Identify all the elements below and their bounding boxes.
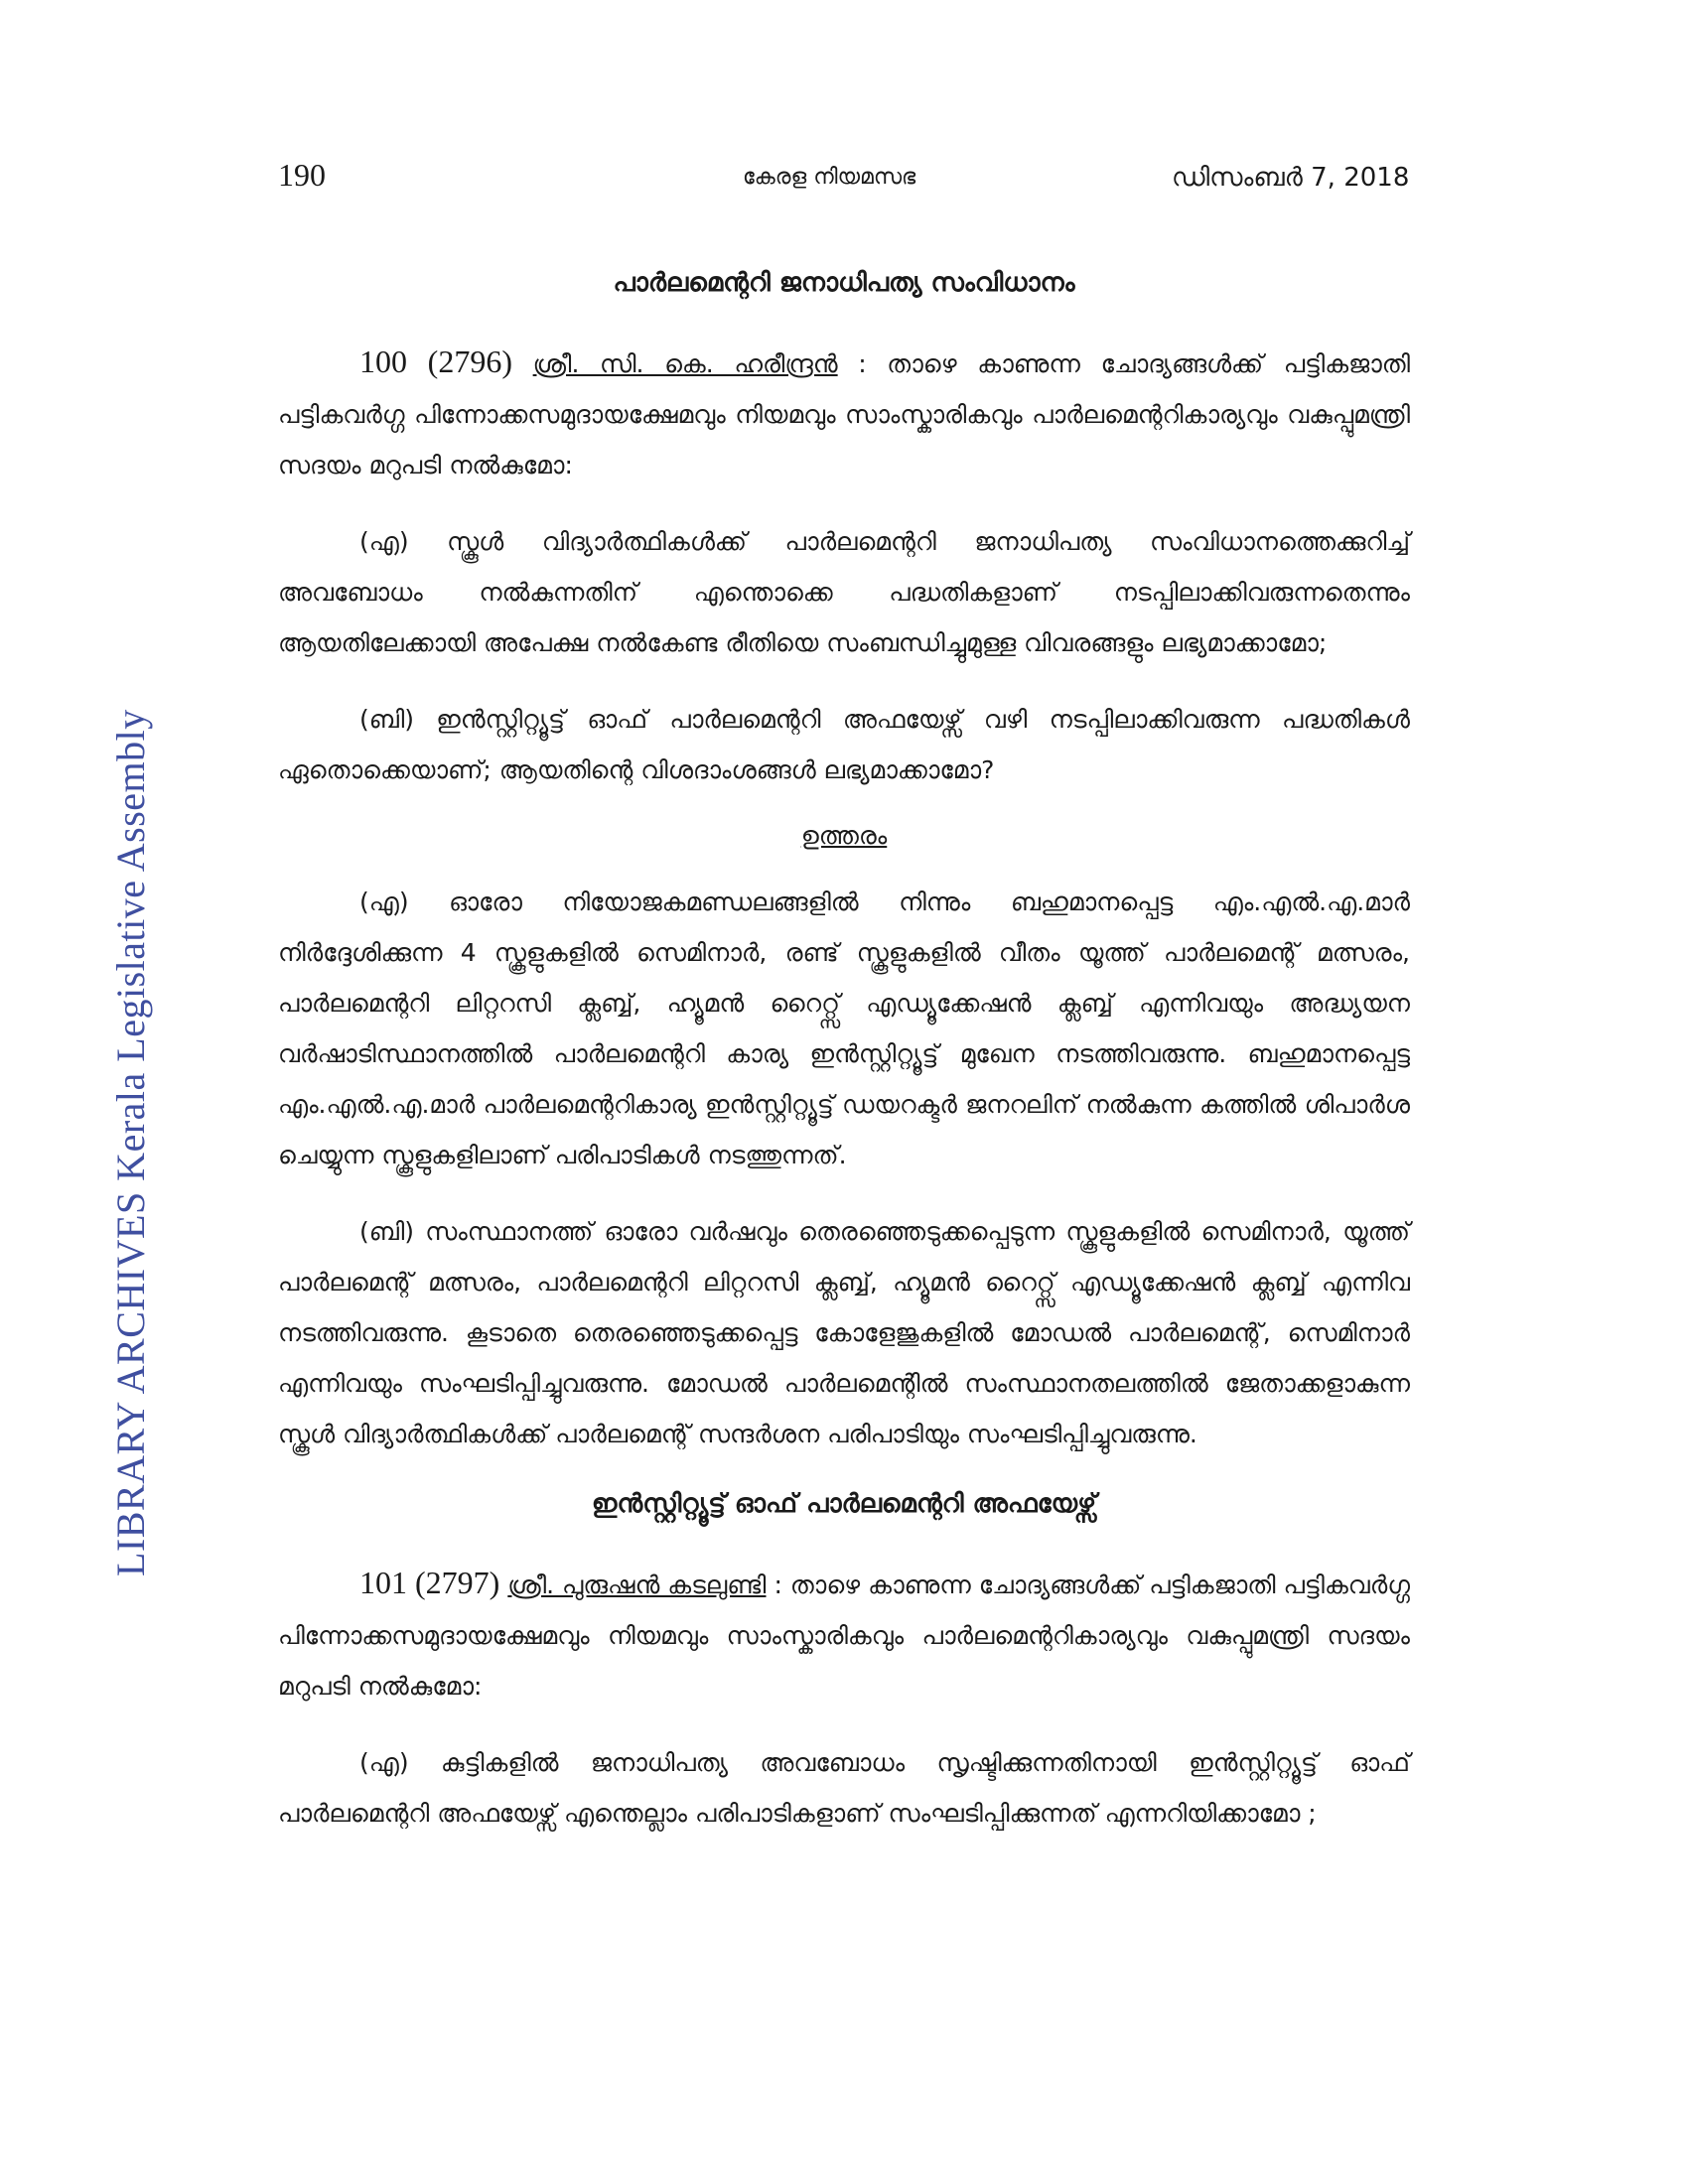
running-header-title: കേരള നിയമസഭ: [743, 165, 916, 190]
section-heading-2: ഇൻസ്റ്റിറ്റ്യൂട്ട് ഓഫ് പാർലമെന്ററി അഫയേഴ്സ്: [591, 1489, 1097, 1519]
question-2-part-a: (എ) കുട്ടികളിൽ ജനാധിപത്യ അവബോധം സൃഷ്ടിക്കുന്നതിനായി ഇൻസ്റ്റിറ്റ്യൂട്ട് ഓഫ് പാർലമെന്ററി അഫയേഴ്സ് എന്തെല്ലാം പരിപാടികളാണ് സംഘടിപ്പിക്കുന്നത് എന്നറിയിക്കാമോ ;: [278, 1748, 1410, 1828]
question-intro: [278, 337, 1410, 490]
member-name-2: ശ്രീ. പുരുഷൻ കടലുണ്ടി: [507, 1570, 767, 1599]
archive-watermark: LIBRARY ARCHIVES Kerala Legislative Assembly: [108, 709, 153, 1576]
question-intro-2: [278, 1558, 1410, 1711]
question-part-a: (എ) സ്കൂൾ വിദ്യാർത്ഥികൾക്ക് പാർലമെന്ററി ജനാധിപത്യ സംവിധാനത്തെക്കുറിച്ച് അവബോധം നൽകുന്നതിന് എന്തൊക്കെ പദ്ധതികളാണ് നടപ്പിലാക്കിവരുന്നതെന്നും ആയതിലേക്കായി അപേക്ഷ നൽകേണ്ട രീതിയെ സംബന്ധിച്ചുമുള്ള വിവരങ്ങളും ലഭ്യമാക്കാമോ;: [278, 527, 1410, 657]
page-number: 190: [278, 157, 326, 193]
member-name: ശ്രീ. സി. കെ. ഹരീന്ദ്രൻ: [532, 349, 838, 378]
question-number-2: 101 (2797): [359, 1565, 500, 1600]
question-part-b: (ബി) ഇൻസ്റ്റിറ്റ്യൂട്ട് ഓഫ് പാർലമെന്ററി അഫയേഴ്സ് വഴി നടപ്പിലാക്കിവരുന്ന പദ്ധതികൾ ഏതൊക്കെയാണ്; ആയതിന്റെ വിശദാംശങ്ങൾ ലഭ്യമാക്കാമോ?: [278, 705, 1410, 784]
question-intro-text-2: : താഴെ കാണുന്ന ചോദ്യങ്ങൾക്ക് പട്ടികജാതി പട്ടികവർഗ്ഗ പിന്നോക്കസമുദായക്ഷേമവും നിയമവും സാംസ്കാരികവും പാർലമെന്ററികാര്യവും വകുപ്പുമന്ത്രി സദയം മറുപടി നൽകുമോ:: [278, 1570, 1410, 1701]
question-number: 100 (2796): [359, 343, 512, 379]
answer-heading: ഉത്തരം: [800, 821, 888, 850]
document-body: [278, 268, 1410, 1864]
running-header-date: ഡിസംബർ 7, 2018: [1172, 163, 1410, 193]
section-heading: പാർലമെന്ററി ജനാധിപത്യ സംവിധാനം: [613, 268, 1075, 298]
answer-part-a: (എ) ഓരോ നിയോജകമണ്ഡലങ്ങളിൽ നിന്നും ബഹുമാനപ്പെട്ട എം.എൽ.എ.മാർ നിർദ്ദേശിക്കുന്ന 4 സ്കൂളുകളിൽ സെമിനാർ, രണ്ട് സ്കൂളുകളിൽ വീതം യൂത്ത് പാർലമെന്റ് മത്സരം, പാർലമെന്ററി ലിറ്ററസി ക്ലബ്ബ്, ഹ്യൂമൻ റൈറ്റ്സ് എഡ്യൂക്കേഷൻ ക്ലബ്ബ് എന്നിവയും അദ്ധ്യയന വർഷാടിസ്ഥാനത്തിൽ പാർലമെന്ററി കാര്യ ഇൻസ്റ്റിറ്റ്യൂട്ട് മുഖേന നടത്തിവരുന്നു. ബഹുമാനപ്പെട്ട എം.എൽ.എ.മാർ പാർലമെന്ററികാര്യ ഇൻസ്റ്റിറ്റ്യൂട്ട് ഡയറക്ടർ ജനറലിന് നൽകുന്ന കത്തിൽ ശിപാർശ ചെയ്യുന്ന സ്കൂളുകളിലാണ് പരിപാടികൾ നടത്തുന്നത്.: [278, 887, 1410, 1169]
answer-part-b: (ബി) സംസ്ഥാനത്ത് ഓരോ വർഷവും തെരഞ്ഞെടുക്കപ്പെടുന്ന സ്കൂളുകളിൽ സെമിനാർ, യൂത്ത് പാർലമെന്റ് മത്സരം, പാർലമെന്ററി ലിറ്ററസി ക്ലബ്ബ്, ഹ്യൂമൻ റൈറ്റ്സ് എഡ്യൂക്കേഷൻ ക്ലബ്ബ് എന്നിവ നടത്തിവരുന്നു. കൂടാതെ തെരഞ്ഞെടുക്കപ്പെട്ട കോളേജുകളിൽ മോഡൽ പാർലമെന്റ്, സെമിനാർ എന്നിവയും സംഘടിപ്പിച്ചുവരുന്നു. മോഡൽ പാർലമെന്റിൽ സംസ്ഥാനതലത്തിൽ ജേതാക്കളാകുന്ന സ്കൂൾ വിദ്യാർത്ഥികൾക്ക് പാർലമെന്റ് സന്ദർശന പരിപാടിയും സംഘടിപ്പിച്ചുവരുന്നു.: [278, 1217, 1410, 1448]
question-intro-text: : താഴെ കാണുന്ന ചോദ്യങ്ങൾക്ക് പട്ടികജാതി പട്ടികവർഗ്ഗ പിന്നോക്കസമുദായക്ഷേമവും നിയമവും സാംസ്കാരികവും പാർലമെന്ററികാര്യവും വകുപ്പുമന്ത്രി സദയം മറുപടി നൽകുമോ:: [278, 349, 1411, 479]
